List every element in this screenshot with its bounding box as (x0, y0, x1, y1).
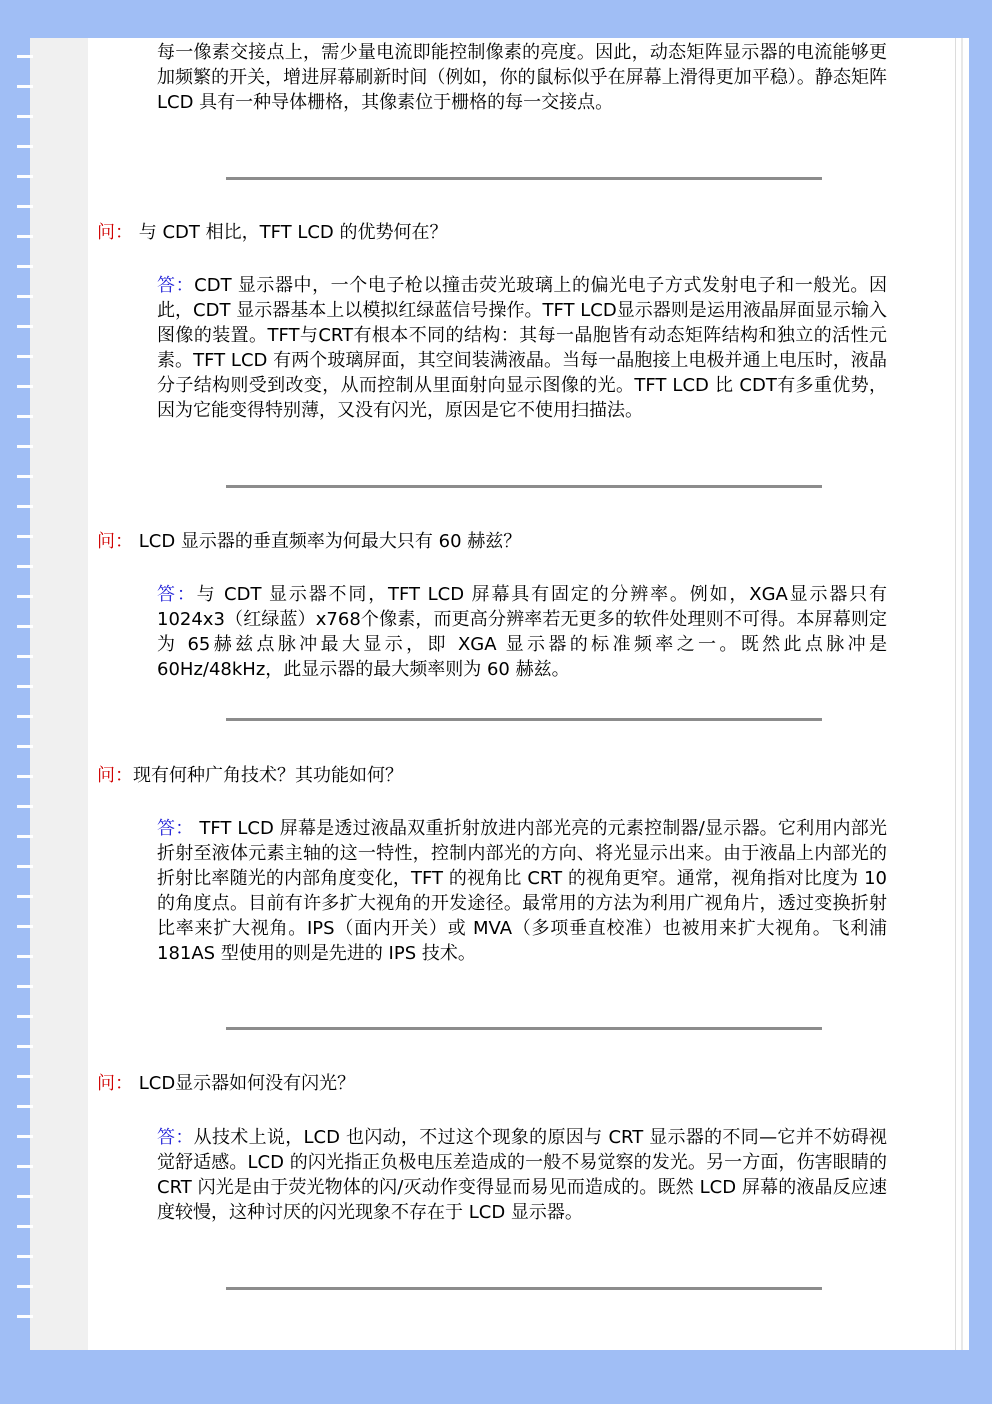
section-divider (226, 485, 822, 488)
answer-prefix: 答： (157, 584, 197, 605)
answer-text: 与 CDT 显示器不同，TFT LCD 屏幕具有固定的分辨率。例如，XGA显示器只有1024x3（红绿蓝）x768个像素，而更高分辨率若无更多的软件处理则不可得。本屏幕则定为 65赫兹点脉冲最大显示，即 XGA 显示器的标准频率之一。既然此点脉冲是 60Hz/48kHz，此显示器的最大频率则为 60 赫兹。 (157, 584, 888, 680)
question-text: LCD 显示器的垂直频率为何最大只有 60 赫兹？ (133, 531, 522, 552)
section-divider (226, 177, 822, 180)
question-4 (97, 1071, 877, 1096)
question-text: 与 CDT 相比，TFT LCD 的优势何在？ (133, 222, 448, 243)
question-2 (97, 529, 877, 554)
question-1 (97, 220, 877, 245)
answer-text: TFT LCD 屏幕是透过液晶双重折射放进内部光亮的元素控制器/显示器。它利用内部光折射至液体元素主轴的这一特性，控制内部光的方向、将光显示出来。由于液晶上内部光的折射比率随光的内部角度变化，TFT 的视角比 CRT 的视角更窄。通常，视角指对比度为 10 的角度点。目前有许多扩大视角的开发途径。最常用的方法为利用广视角片，透过变换折射比率来扩大视角。IPS（面内开关）或 MVA（多项垂直校准）也被用来扩大视角。飞利浦 181AS 型使用的则是先进的 IPS 技术。 (157, 818, 887, 964)
section-divider (226, 1287, 822, 1290)
answer-3 (157, 816, 887, 966)
answer-text: 从技术上说，LCD 也闪动，不过这个现象的原因与 CRT 显示器的不同—它并不妨碍视觉舒适感。LCD 的闪光指正负极电压差造成的一般不易觉察的发光。另一方面，伤害眼睛的 CRT 闪光是由于荧光物体的闪/灭动作变得显而易见而造成的。既然 LCD 屏幕的液晶反应速度较慢，这种讨厌的闪光现象不存在于 LCD 显示器。 (157, 1127, 888, 1223)
answer-prefix: 答： (157, 1127, 194, 1148)
question-prefix: 问： (97, 1073, 133, 1094)
section-divider (226, 718, 822, 721)
question-3 (97, 763, 877, 788)
answer-1 (157, 273, 887, 423)
question-prefix: 问： (97, 531, 133, 552)
question-prefix: 问： (97, 765, 133, 786)
question-text: LCD显示器如何没有闪光？ (133, 1073, 356, 1094)
answer-prefix: 答： (157, 818, 194, 839)
section-divider (226, 1027, 822, 1030)
answer-2 (157, 582, 887, 682)
intro-paragraph: 每一像素交接点上，需少量电流即能控制像素的亮度。因此，动态矩阵显示器的电流能够更加频繁的开关，增进屏幕刷新时间（例如，你的鼠标似乎在屏幕上滑得更加平稳）。静态矩阵 LCD 具有一种导体栅格，其像素位于栅格的每一交接点。 (157, 42, 887, 113)
question-prefix: 问： (97, 222, 133, 243)
answer-prefix: 答： (157, 275, 195, 296)
answer-text: CDT 显示器中，一个电子枪以撞击荧光玻璃上的偏光电子方式发射电子和一般光。因此，CDT 显示器基本上以模拟红绿蓝信号操作。TFT LCD显示器则是运用液晶屏面显示输入图像的装置。TFT与CRT有根本不同的结构：其每一晶胞皆有动态矩阵结构和独立的活性元素。TFT LCD 有两个玻璃屏面，其空间装满液晶。当每一晶胞接上电极并通上电压时，液晶分子结构则受到改变，从而控制从里面射向显示图像的光。TFT LCD 比 CDT有多重优势，因为它能变得特别薄，又没有闪光，原因是它不使用扫描法。 (157, 275, 887, 421)
answer-4 (157, 1125, 887, 1225)
question-text: 现有何种广角技术？其功能如何？ (133, 765, 403, 786)
